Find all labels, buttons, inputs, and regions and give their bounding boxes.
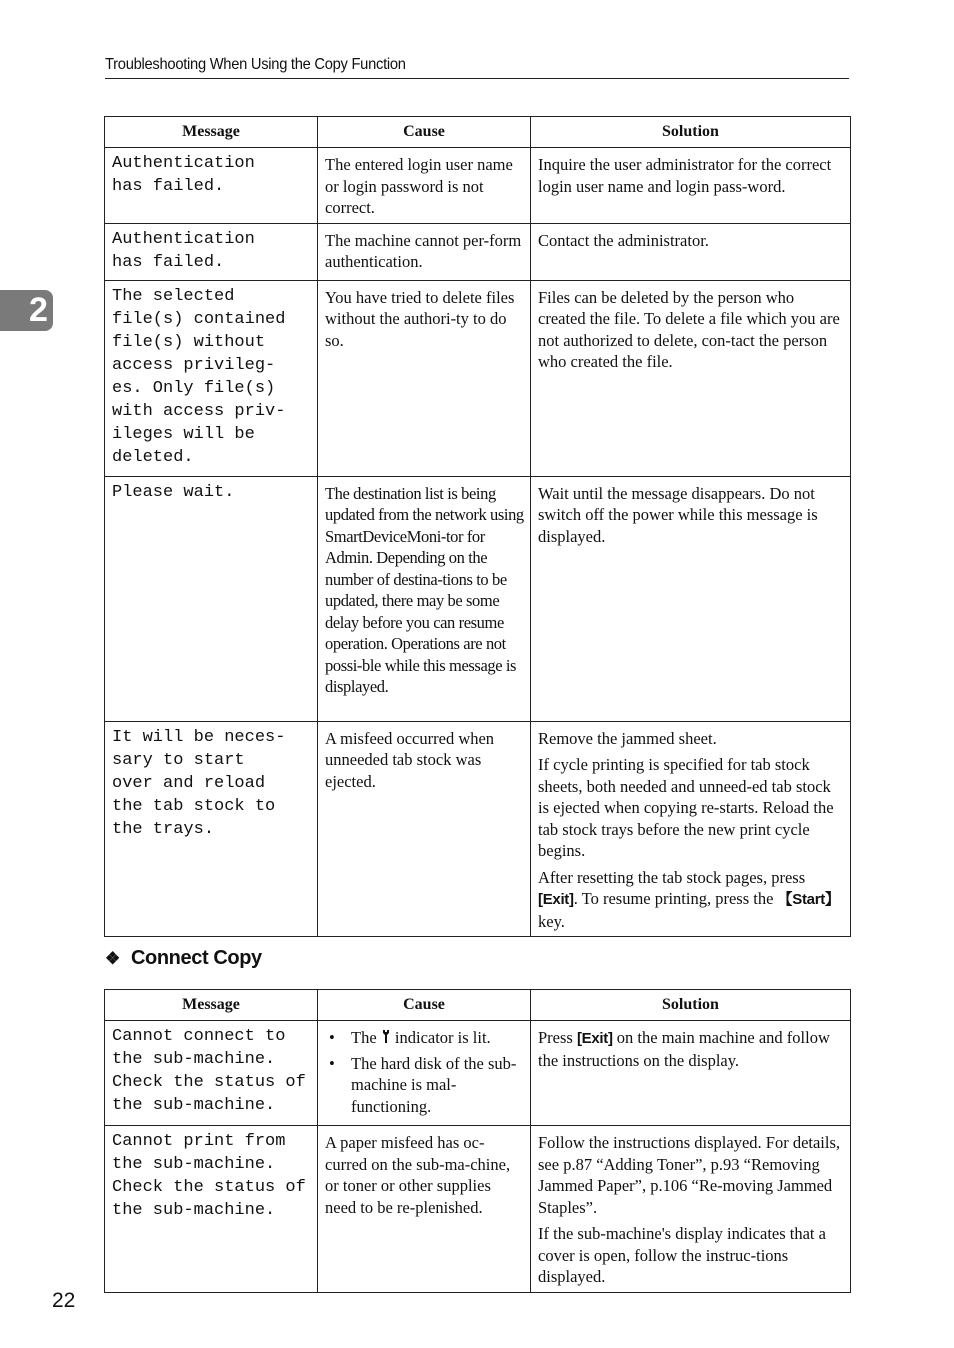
messages-table <box>104 116 851 937</box>
cause-cell: A misfeed occurred when unneeded tab stock was ejected. <box>318 721 531 937</box>
column-header-cause: Cause <box>318 117 531 148</box>
page-header <box>105 56 849 79</box>
solution-text: Press <box>538 1028 577 1047</box>
column-header-cause: Cause <box>318 990 531 1021</box>
message-cell <box>105 223 318 280</box>
cause-cell: You have tried to delete files without the authori-ty to do so. <box>318 280 531 476</box>
cause-cell: A paper misfeed has oc-curred on the sub-ma-chine, or toner or other supplies need to be re-plenished. <box>318 1126 531 1293</box>
solution-cell: Wait until the message disappears. Do not switch off the power while this message is displayed. <box>531 476 851 721</box>
column-header-message: Message <box>105 990 318 1021</box>
column-header-solution: Solution <box>531 990 851 1021</box>
column-header-message: Message <box>105 117 318 148</box>
message-text: Authentication has failed. <box>112 229 255 272</box>
table-row <box>105 1021 851 1126</box>
page-number: 22 <box>52 1289 76 1312</box>
message-cell <box>105 721 318 937</box>
solution-cell <box>531 721 851 937</box>
list-item <box>325 1027 526 1049</box>
table-row <box>105 280 851 476</box>
cause-text: indicator is lit. <box>390 1028 491 1047</box>
message-cell <box>105 1021 318 1126</box>
message-cell <box>105 476 318 721</box>
message-text: Please wait. <box>112 482 235 502</box>
message-text: Authentication has failed. <box>112 154 255 196</box>
chapter-tab: 2 <box>0 290 53 331</box>
message-text: The selected file(s) contained file(s) without access privileg- es. Only file(s) with access priv- ileges will be deleted. <box>112 286 286 467</box>
solution-cell: Files can be deleted by the person who created the file. To delete a file which you are not authorized to delete, con-tact the person who created the file. <box>531 280 851 476</box>
section-title-text: Connect Copy <box>131 947 262 969</box>
start-key-label: 【Start】 <box>777 891 840 908</box>
connect-copy-table <box>104 989 851 1293</box>
solution-text: . To resume printing, press the <box>573 889 778 908</box>
message-cell <box>105 1126 318 1293</box>
section-heading <box>105 947 262 970</box>
solution-cell: Contact the administrator. <box>531 223 851 280</box>
cause-cell <box>318 1021 531 1126</box>
solution-cell <box>531 1021 851 1126</box>
message-text: It will be neces- sary to start over and reload the tab stock to the trays. <box>112 727 286 839</box>
header-title: Troubleshooting When Using the Copy Function <box>105 56 406 73</box>
message-text: Cannot connect to the sub-machine. Check the status of the sub-machine. <box>112 1027 306 1115</box>
table-row <box>105 148 851 224</box>
solution-paragraph <box>538 867 843 933</box>
solution-text: After resetting the tab stock pages, press <box>538 867 806 887</box>
table-row <box>105 223 851 280</box>
cause-text: The <box>351 1028 381 1047</box>
cause-cell: The machine cannot per-form authentication. <box>318 223 531 280</box>
diamond-icon: ❖ <box>105 949 120 968</box>
solution-paragraph: If cycle printing is specified for tab stock sheets, both needed and unneed-ed tab stock is ejected when copying re-starts. Reload the tab stock trays before the new print cycle begins. <box>538 755 834 860</box>
solution-paragraph: Follow the instructions displayed. For details, see p.87 “Adding Toner”, p.93 “Removing Jammed Paper”, p.106 “Re-moving Jammed Staples”. <box>538 1133 841 1217</box>
solution-paragraph: Remove the jammed sheet. <box>538 728 717 748</box>
exit-key-label: [Exit] <box>576 1030 613 1047</box>
table-header-row <box>105 990 851 1021</box>
wrench-icon <box>381 1029 391 1044</box>
cause-cell: The entered login user name or login password is not correct. <box>318 148 531 224</box>
table-row <box>105 1126 851 1293</box>
cause-list <box>325 1027 526 1117</box>
solution-cell <box>531 1126 851 1293</box>
message-text: Cannot print from the sub-machine. Check the status of the sub-machine. <box>112 1132 306 1220</box>
column-header-solution: Solution <box>531 117 851 148</box>
table-row <box>105 476 851 721</box>
table-row <box>105 721 851 937</box>
list-item: • The hard disk of the sub-machine is mal-functioning. <box>325 1053 526 1118</box>
solution-text: key. <box>538 911 565 931</box>
table-header-row <box>105 117 851 148</box>
solution-paragraph: If the sub-machine's display indicates that a cover is open, follow the instruc-tions displayed. <box>538 1224 826 1286</box>
solution-text: on the main machine and follow the instructions on the display. <box>538 1028 830 1070</box>
message-cell <box>105 280 318 476</box>
exit-key-label: [Exit] <box>538 891 574 908</box>
message-cell <box>105 148 318 224</box>
solution-cell: Inquire the user administrator for the correct login user name and login pass-word. <box>531 148 851 224</box>
cause-cell: The destination list is being updated from the network using SmartDeviceMoni-tor for Admin. Depending on the number of destina-tions to be updated, there may be some delay before you can resume operation. Operations are not possi-ble while this message is displayed. <box>318 476 531 721</box>
